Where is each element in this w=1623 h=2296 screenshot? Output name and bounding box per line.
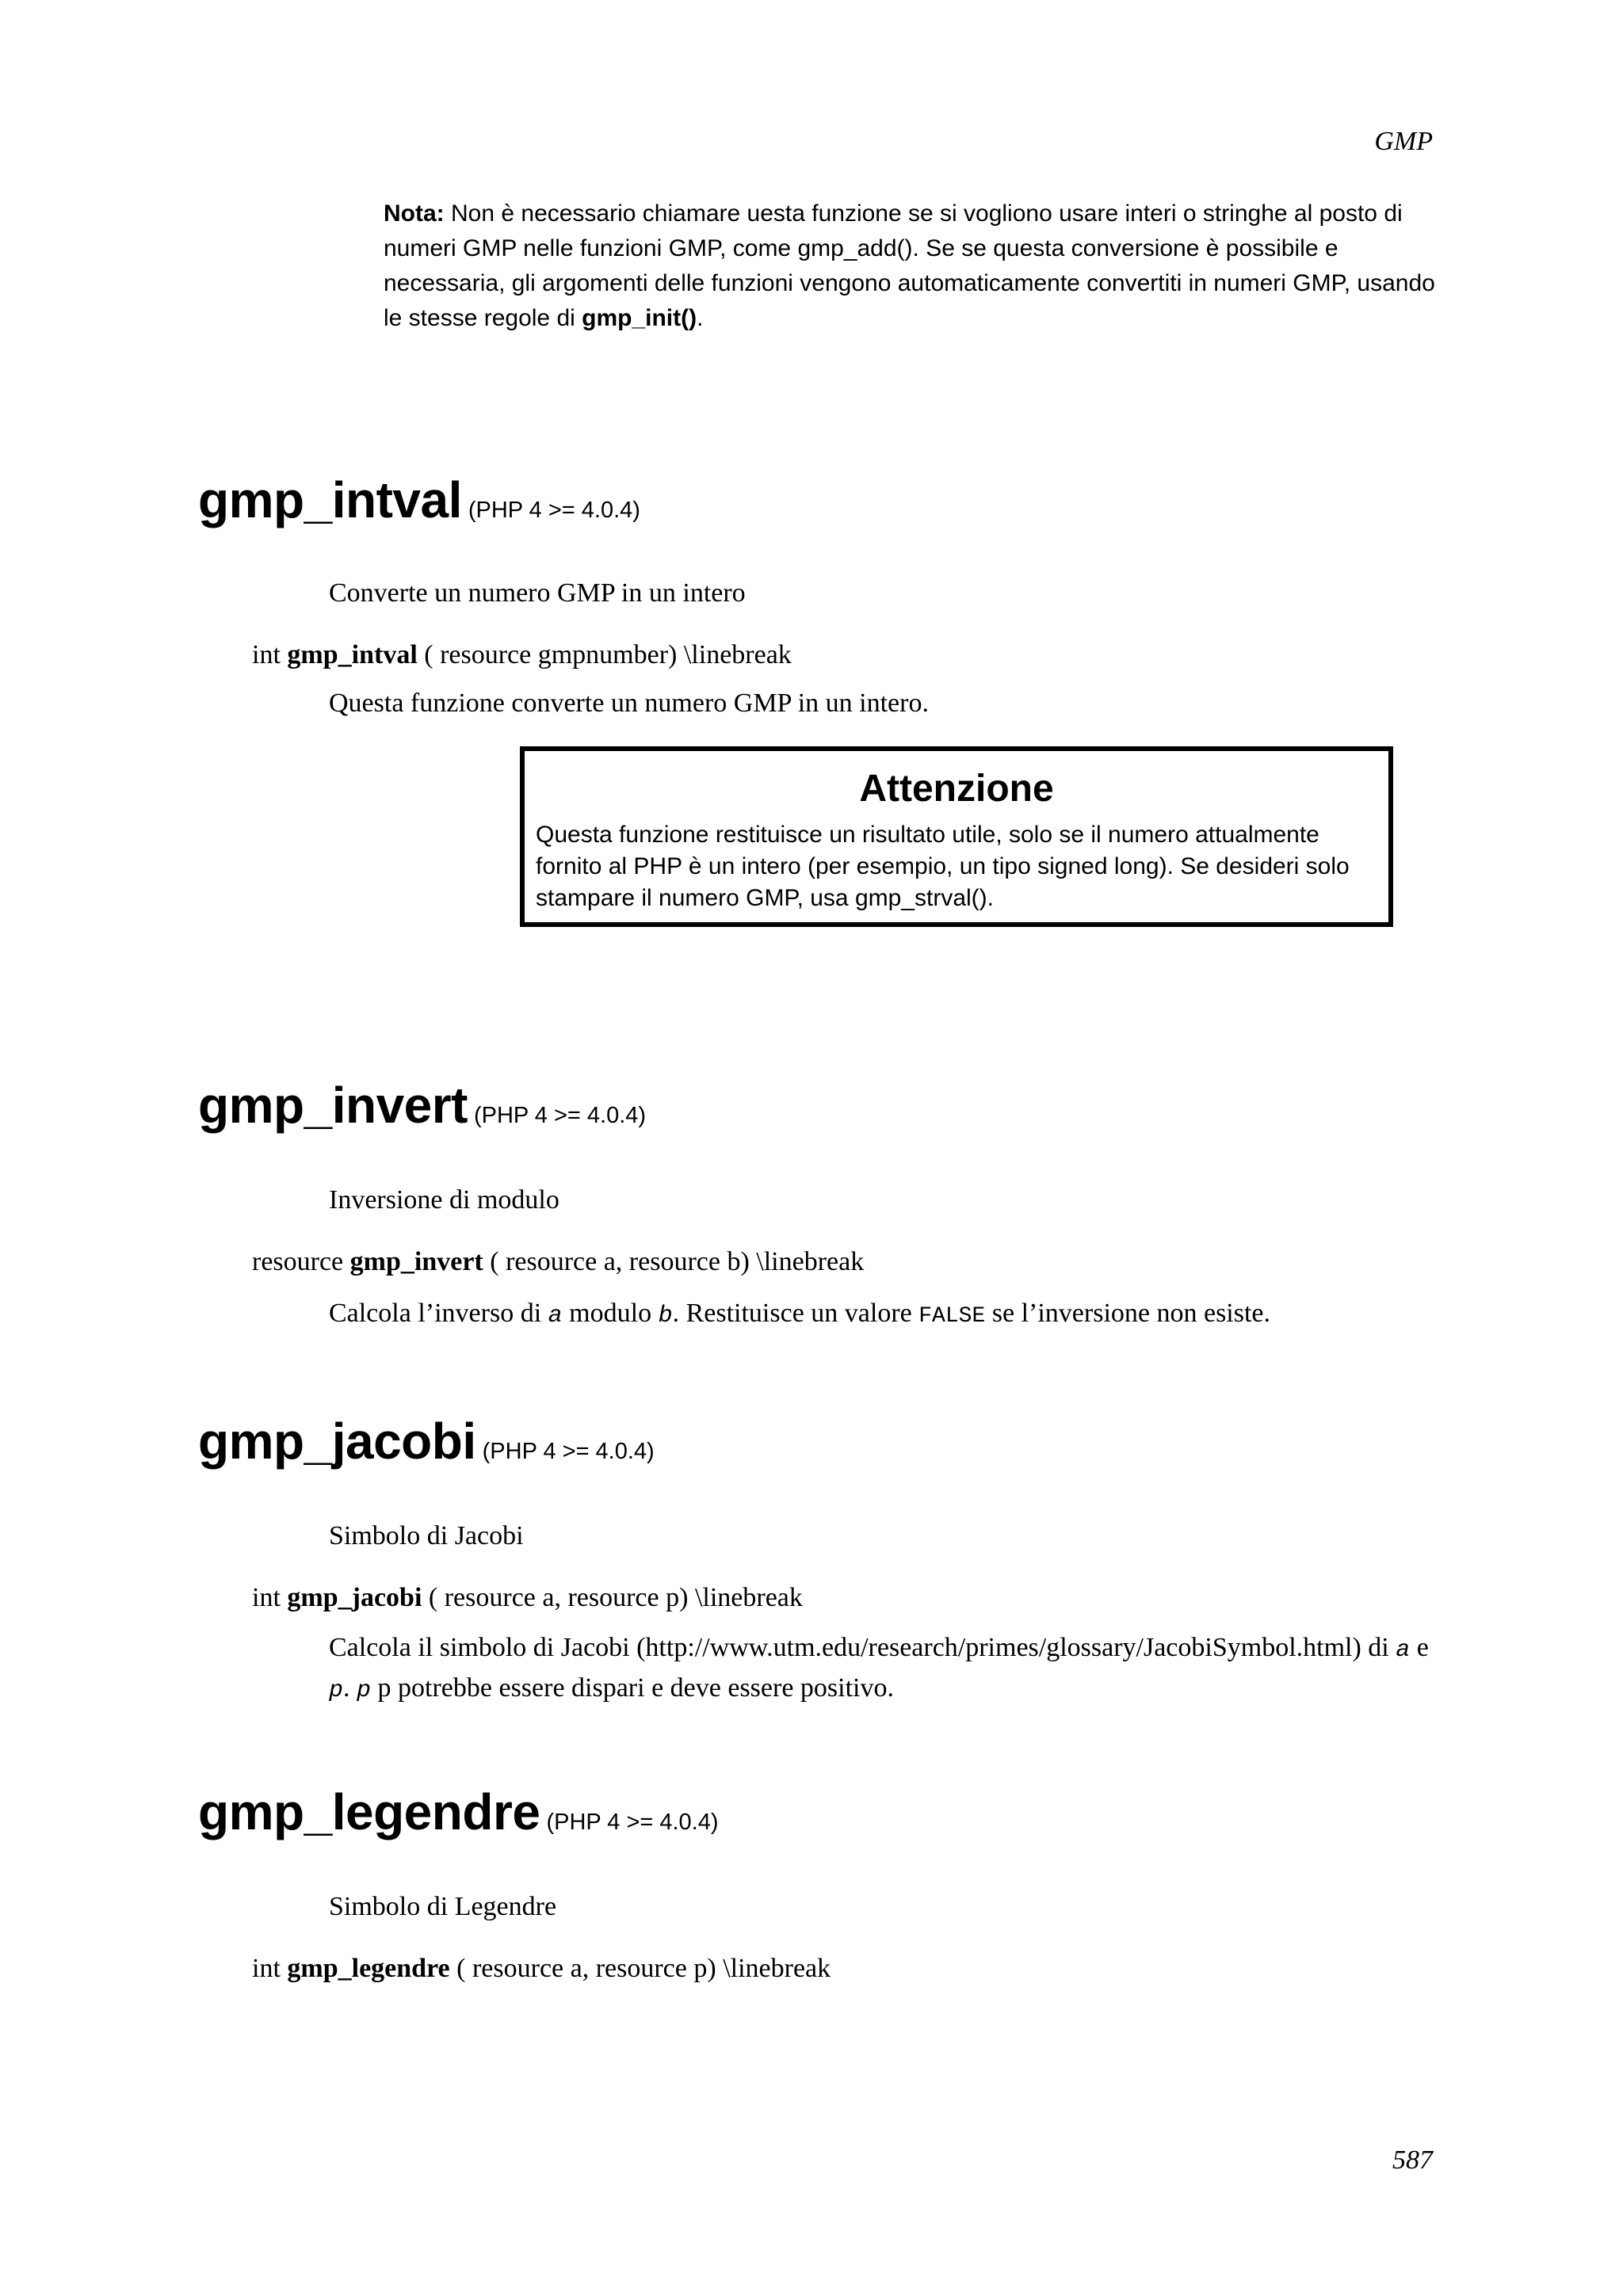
synopsis-args: ( resource a, resource p) \linebreak	[449, 1954, 831, 1983]
function-name: gmp_invert	[198, 1077, 468, 1134]
body-text: se l’inversione non esiste.	[985, 1299, 1271, 1328]
note-text-1: Non è necessario chiamare uesta funzione se si vogliono usare interi o stringhe al posto di numeri GMP nelle funzioni GMP, come gmp_add(). Se se questa conversione è possibile e necessaria, gli argomenti delle funzioni vengono automaticamente convertiti in numeri GMP, usando le stesse regole di	[384, 200, 1435, 331]
param-p: p	[329, 1677, 344, 1704]
synopsis-type: int	[252, 1954, 288, 1983]
description-gmp-invert: Inversione di modulo	[329, 1185, 559, 1215]
synopsis-gmp-jacobi	[252, 1583, 803, 1613]
synopsis-name: gmp_invert	[349, 1247, 483, 1276]
description-gmp-jacobi: Simbolo di Jacobi	[329, 1521, 524, 1550]
body-text: Calcola il simbolo di Jacobi (http://www.utm.edu/research/primes/glossary/JacobiSymbol.html) di	[329, 1633, 1396, 1662]
heading-gmp-intval	[198, 471, 640, 529]
body-text: p potrebbe essere dispari e deve essere positivo.	[371, 1673, 894, 1703]
note-block	[384, 196, 1445, 336]
body-text: e	[1410, 1633, 1429, 1662]
function-name: gmp_legendre	[198, 1783, 540, 1840]
synopsis-name: gmp_legendre	[287, 1954, 450, 1983]
body-gmp-jacobi	[329, 1629, 1438, 1710]
synopsis-type: int	[252, 1583, 288, 1612]
function-name: gmp_jacobi	[198, 1413, 476, 1470]
page-number: 587	[1392, 2145, 1433, 2175]
synopsis-gmp-legendre	[252, 1954, 831, 1984]
synopsis-gmp-invert	[252, 1247, 864, 1277]
function-version: (PHP 4 >= 4.0.4)	[546, 1810, 719, 1835]
note-text-2: .	[697, 305, 704, 331]
body-gmp-invert	[329, 1295, 1270, 1336]
function-version: (PHP 4 >= 4.0.4)	[468, 498, 640, 523]
function-version: (PHP 4 >= 4.0.4)	[482, 1439, 655, 1464]
note-func-ref: gmp_init()	[582, 305, 697, 331]
body-gmp-intval: Questa funzione converte un numero GMP in un intero.	[329, 688, 929, 718]
synopsis-args: ( resource a, resource p) \linebreak	[422, 1583, 803, 1612]
param-a: a	[548, 1302, 563, 1329]
warning-box	[520, 746, 1393, 927]
synopsis-args: ( resource a, resource b) \linebreak	[483, 1247, 865, 1276]
constant-false: FALSE	[918, 1304, 986, 1329]
synopsis-gmp-intval	[252, 640, 792, 670]
param-a: a	[1396, 1637, 1411, 1664]
synopsis-type: int	[252, 640, 288, 669]
heading-gmp-legendre	[198, 1783, 719, 1841]
synopsis-args: ( resource gmpnumber) \linebreak	[417, 640, 792, 669]
body-text: . Restituisce un valore	[672, 1299, 919, 1328]
function-name: gmp_intval	[198, 471, 462, 528]
synopsis-name: gmp_jacobi	[287, 1583, 422, 1612]
synopsis-name: gmp_intval	[287, 640, 418, 669]
heading-gmp-jacobi	[198, 1412, 655, 1470]
param-p: p	[357, 1677, 372, 1704]
param-b: b	[658, 1302, 673, 1329]
running-header: GMP	[1374, 127, 1433, 156]
description-gmp-legendre: Simbolo di Legendre	[329, 1892, 557, 1921]
warning-text: Questa funzione restituisce un risultato utile, solo se il numero attualmente fornito al PHP è un intero (per esempio, un tipo signed long). Se desideri solo stampare il numero GMP, usa gmp_strval().	[536, 822, 1350, 911]
note-label: Nota:	[384, 200, 445, 227]
body-text: .	[343, 1673, 357, 1703]
body-text: modulo	[562, 1299, 659, 1328]
body-text: Calcola l’inverso di	[329, 1299, 548, 1328]
description-gmp-intval: Converte un numero GMP in un intero	[329, 578, 746, 608]
function-version: (PHP 4 >= 4.0.4)	[473, 1103, 647, 1128]
heading-gmp-invert	[198, 1076, 646, 1135]
synopsis-type: resource	[252, 1247, 350, 1276]
warning-title: Attenzione	[859, 768, 1054, 810]
